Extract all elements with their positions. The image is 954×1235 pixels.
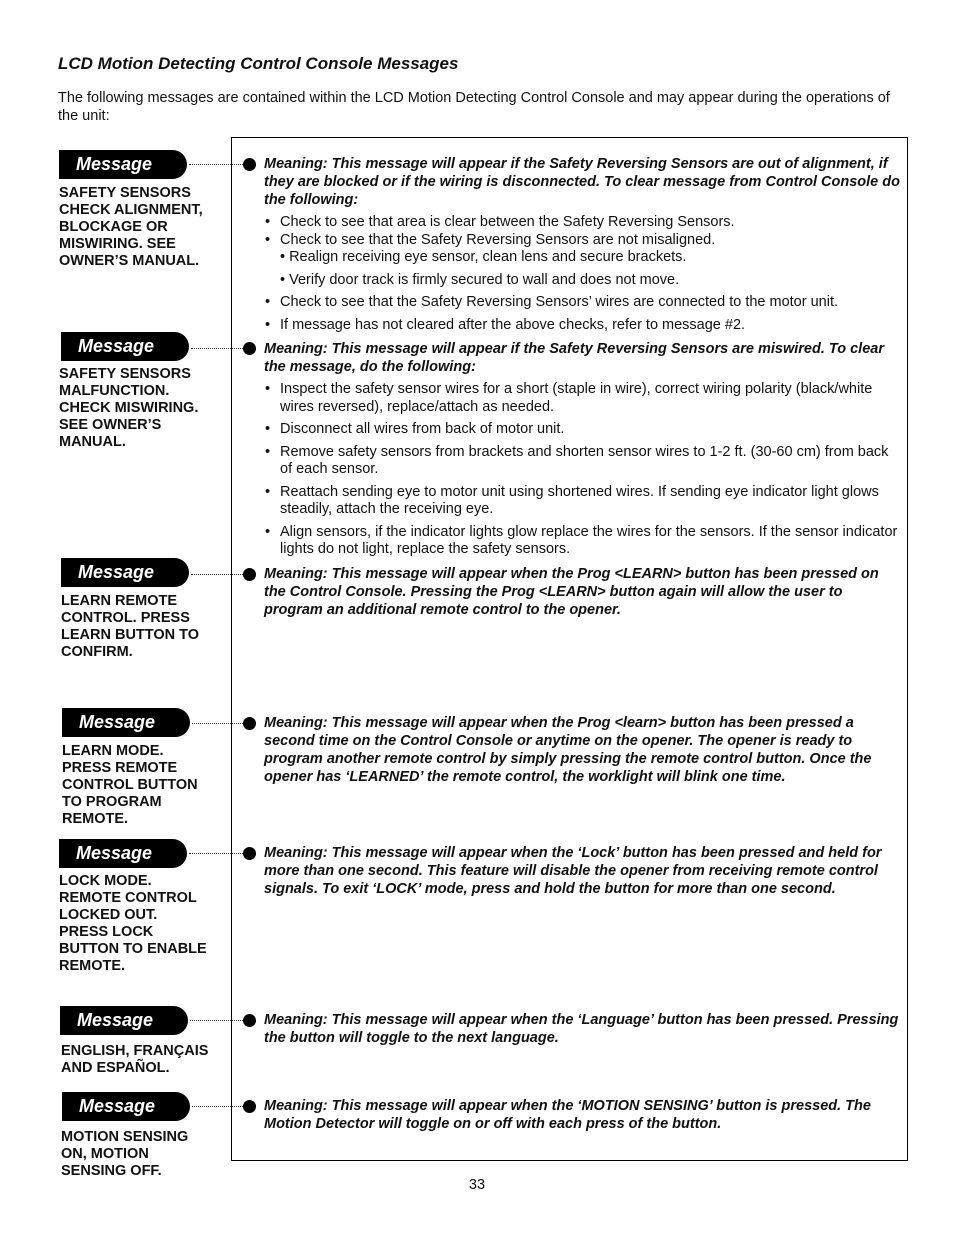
bullet-dot-icon-3 — [243, 568, 256, 581]
list-item: • Check to see that the Safety Reversing Sensors are not misaligned. — [264, 232, 900, 250]
lcd-text-4: LEARN MODE. PRESS REMOTE CONTROL BUTTON TO PROGRAM REMOTE. — [62, 743, 198, 827]
list-item: • Check to see that the Safety Reversing Sensors’ wires are connected to the motor unit. — [264, 294, 900, 312]
message-tag-6: Message — [60, 1006, 188, 1035]
message-tag-1: Message — [59, 150, 187, 179]
meaning-text-1: Meaning: This message will appear if the Safety Reversing Sensors are out of alignment, if they are blocked or if the wiring is disconnected. To clear message from Control Console do the following: — [264, 156, 900, 208]
lcd-text-7: MOTION SENSING ON, MOTION SENSING OFF. — [61, 1129, 189, 1179]
page-title: LCD Motion Detecting Control Console Messages — [58, 54, 459, 73]
list-item: • Realign receiving eye sensor, clean lens and secure brackets. — [280, 249, 687, 265]
bullet-dot-icon-5 — [243, 847, 256, 860]
meaning-text-6: Meaning: This message will appear when the ‘Language’ button has been pressed. Pressing the button will toggle to the next language. — [264, 1012, 899, 1046]
leader-line-1 — [189, 164, 245, 165]
leader-line-7 — [192, 1106, 245, 1107]
list-item: • Verify door track is firmly secured to wall and does not move. — [280, 271, 680, 288]
meaning-text-4: Meaning: This message will appear when the Prog <learn> button has been pressed a second time on the Control Console or anytime on the opener. The opener is ready to program another remote control by simply pressing the remote control button. Once the opener has ‘LEARNED’ the remote control, the worklight will blink one time. — [264, 715, 872, 785]
leader-line-2 — [191, 348, 245, 349]
message-tag-5: Message — [59, 839, 187, 868]
intro-paragraph: The following messages are contained within the LCD Motion Detecting Control Console and may appear during the operations of the unit: — [58, 90, 890, 124]
message-tag-7: Message — [62, 1092, 190, 1121]
meaning-text-2: Meaning: This message will appear if the Safety Reversing Sensors are miswired. To clear the message, do the following: — [264, 341, 884, 375]
meaning-text-3: Meaning: This message will appear when the Prog <LEARN> button has been pressed on the Control Console. Pressing the Prog <LEARN> button again will allow the user to program an additional remote control to the opener. — [264, 566, 879, 618]
bullet-dot-icon-4 — [243, 717, 256, 730]
list-item: • Align sensors, if the indicator lights glow replace the wires for the sensors. If the sensor indicator lights do not light, replace the safety sensors. — [264, 524, 900, 559]
leader-line-4 — [192, 723, 245, 724]
leader-line-3 — [191, 574, 245, 575]
lcd-text-1: SAFETY SENSORS CHECK ALIGNMENT, BLOCKAGE OR MISWIRING. SEE OWNER’S MANUAL. — [59, 185, 203, 269]
leader-line-5 — [189, 853, 245, 854]
message-tag-2: Message — [61, 332, 189, 361]
meaning-text-7: Meaning: This message will appear when the ‘MOTION SENSING’ button is pressed. The Motion Detector will toggle on or off with each press of the button. — [264, 1098, 871, 1132]
lcd-text-5: LOCK MODE. REMOTE CONTROL LOCKED OUT. PRESS LOCK BUTTON TO ENABLE REMOTE. — [59, 873, 207, 974]
bullet-dot-icon-2 — [243, 342, 256, 355]
page-number: 33 — [468, 1177, 486, 1193]
bullet-dot-icon-1 — [243, 158, 256, 171]
list-item: • If message has not cleared after the above checks, refer to message #2. — [264, 317, 900, 335]
lcd-text-2: SAFETY SENSORS MALFUNCTION. CHECK MISWIRING. SEE OWNER’S MANUAL. — [59, 366, 199, 450]
lcd-text-6: ENGLISH, FRANÇAIS AND ESPAÑOL. — [61, 1043, 209, 1076]
list-item: • Remove safety sensors from brackets and shorten sensor wires to 1-2 ft. (30-60 cm) from back of each sensor. — [264, 444, 900, 479]
list-item: • Disconnect all wires from back of motor unit. — [264, 421, 900, 439]
bullet-dot-icon-7 — [243, 1100, 256, 1113]
message-tag-3: Message — [61, 558, 189, 587]
list-item: • Reattach sending eye to motor unit using shortened wires. If sending eye indicator light glows steadily, attach the receiving eye. — [264, 484, 900, 519]
list-item: • Inspect the safety sensor wires for a short (staple in wire), correct wiring polarity (black/white wires reversed), replace/attach as needed. — [264, 381, 900, 416]
leader-line-6 — [190, 1020, 245, 1021]
checklist-2 — [264, 381, 900, 564]
lcd-text-3: LEARN REMOTE CONTROL. PRESS LEARN BUTTON TO CONFIRM. — [61, 593, 200, 660]
meaning-text-5: Meaning: This message will appear when the ‘Lock’ button has been pressed and held for more than one second. This feature will disable the opener from receiving remote control signals. To exit ‘LOCK’ mode, press and hold the button for more than one second. — [264, 845, 882, 897]
message-tag-4: Message — [62, 708, 190, 737]
bullet-dot-icon-6 — [243, 1014, 256, 1027]
list-item: • Check to see that area is clear between the Safety Reversing Sensors. — [264, 214, 900, 232]
checklist-1 — [264, 214, 900, 339]
